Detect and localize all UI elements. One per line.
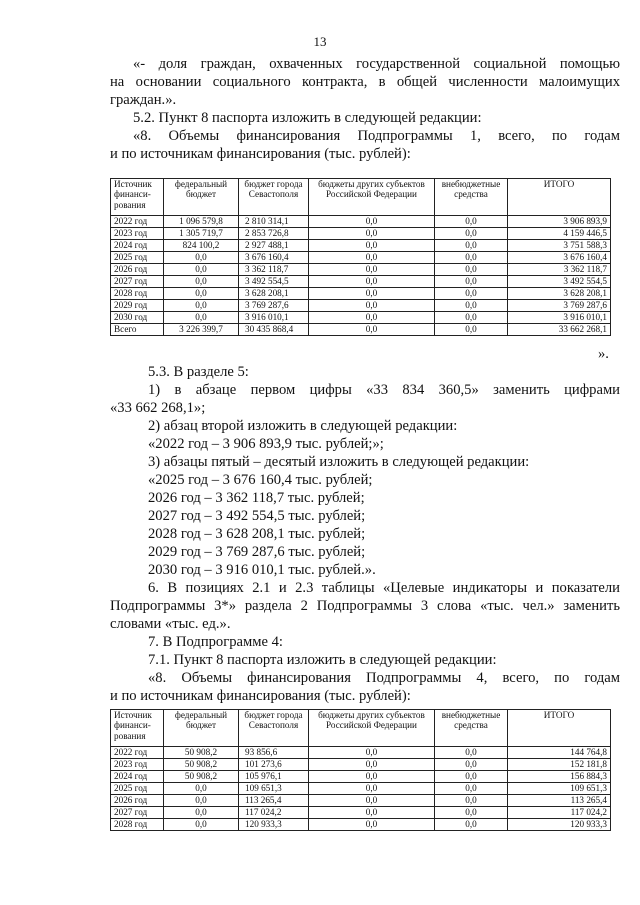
table-cell: 3 769 287,6 bbox=[508, 300, 611, 312]
table-cell: 4 159 446,5 bbox=[508, 228, 611, 240]
table-cell: 2025 год bbox=[111, 783, 164, 795]
table-row bbox=[111, 795, 611, 807]
table-row bbox=[111, 228, 611, 240]
table-cell: 120 933,3 bbox=[508, 819, 611, 831]
table-cell: 2026 год bbox=[111, 264, 164, 276]
table-cell: 144 764,8 bbox=[508, 747, 611, 759]
paragraph-line: граждан.». bbox=[110, 92, 177, 108]
table-cell: 120 933,3 bbox=[239, 819, 309, 831]
column-header: бюджеты других субъектов Российской Федерации bbox=[309, 710, 435, 747]
table-cell: 30 435 868,4 bbox=[239, 324, 309, 336]
table-cell: 3 492 554,5 bbox=[508, 276, 611, 288]
table-cell: 0,0 bbox=[309, 747, 435, 759]
table-cell: 152 181,8 bbox=[508, 759, 611, 771]
table-row bbox=[111, 771, 611, 783]
table-row bbox=[111, 759, 611, 771]
financing-table-subprogram-1 bbox=[110, 178, 611, 336]
table-cell: 50 908,2 bbox=[164, 771, 239, 783]
table-cell: 2023 год bbox=[111, 228, 164, 240]
table-cell: 0,0 bbox=[435, 819, 508, 831]
table-cell: 2 853 726,8 bbox=[239, 228, 309, 240]
table-row bbox=[111, 264, 611, 276]
table-row bbox=[111, 807, 611, 819]
table-cell: 0,0 bbox=[435, 312, 508, 324]
table-cell: 0,0 bbox=[435, 771, 508, 783]
table-cell: 3 226 399,7 bbox=[164, 324, 239, 336]
table-cell: 0,0 bbox=[309, 240, 435, 252]
column-header: Источник финанси-рования bbox=[111, 179, 164, 216]
table-cell: 0,0 bbox=[309, 216, 435, 228]
table-row bbox=[111, 747, 611, 759]
column-header: бюджет города Севастополя bbox=[239, 179, 309, 216]
table-cell: 2029 год bbox=[111, 300, 164, 312]
table-cell: 0,0 bbox=[309, 300, 435, 312]
table-cell: 33 662 268,1 bbox=[508, 324, 611, 336]
table-cell: 0,0 bbox=[435, 216, 508, 228]
table-cell: 0,0 bbox=[164, 276, 239, 288]
paragraph-line: «2025 год – 3 676 160,4 тыс. рублей; bbox=[148, 472, 373, 488]
table-cell: 3 362 118,7 bbox=[239, 264, 309, 276]
table-cell: 0,0 bbox=[309, 264, 435, 276]
table-row bbox=[111, 312, 611, 324]
table-cell: 109 651,3 bbox=[508, 783, 611, 795]
table-header-row bbox=[111, 710, 611, 747]
table-cell: 0,0 bbox=[309, 783, 435, 795]
table-cell: 3 916 010,1 bbox=[239, 312, 309, 324]
table-cell: 0,0 bbox=[309, 819, 435, 831]
table-cell: 2022 год bbox=[111, 747, 164, 759]
paragraph-line: «8. Объемы финансирования Подпрограммы 1, всего, по годам bbox=[133, 128, 620, 144]
table-cell: 2027 год bbox=[111, 276, 164, 288]
table-cell: 0,0 bbox=[435, 264, 508, 276]
table-cell: 113 265,4 bbox=[508, 795, 611, 807]
table-cell: 0,0 bbox=[164, 783, 239, 795]
table-cell: 824 100,2 bbox=[164, 240, 239, 252]
table-cell: 2027 год bbox=[111, 807, 164, 819]
paragraph-line: «- доля граждан, охваченных государственной социальной помощью bbox=[133, 56, 620, 72]
table-row bbox=[111, 276, 611, 288]
table-cell: 3 906 893,9 bbox=[508, 216, 611, 228]
table-row bbox=[111, 324, 611, 336]
table-cell: 3 676 160,4 bbox=[508, 252, 611, 264]
table-cell: 2 927 488,1 bbox=[239, 240, 309, 252]
table-cell: 2030 год bbox=[111, 312, 164, 324]
paragraph-line: 2) абзац второй изложить в следующей редакции: bbox=[148, 418, 458, 434]
paragraph-line: «33 662 268,1»; bbox=[110, 400, 206, 416]
table-cell: 1 096 579,8 bbox=[164, 216, 239, 228]
table-cell: 50 908,2 bbox=[164, 747, 239, 759]
page-number: 13 bbox=[313, 34, 327, 49]
table-cell: 0,0 bbox=[309, 288, 435, 300]
column-header: федеральный бюджет bbox=[164, 179, 239, 216]
table-cell: 0,0 bbox=[164, 252, 239, 264]
table-row bbox=[111, 300, 611, 312]
paragraph-line: 5.2. Пункт 8 паспорта изложить в следующей редакции: bbox=[133, 110, 482, 126]
table-cell: 0,0 bbox=[435, 300, 508, 312]
column-header: внебюджетные средства bbox=[435, 710, 508, 747]
table-cell: 117 024,2 bbox=[508, 807, 611, 819]
table-cell: 0,0 bbox=[164, 819, 239, 831]
paragraph-line: «8. Объемы финансирования Подпрограммы 4, всего, по годам bbox=[148, 670, 620, 686]
table-cell: 117 024,2 bbox=[239, 807, 309, 819]
table-cell: 3 362 118,7 bbox=[508, 264, 611, 276]
paragraph-line: на основании социального контракта, в общей численности малоимущих bbox=[110, 74, 620, 90]
table-cell: 0,0 bbox=[435, 759, 508, 771]
table-row bbox=[111, 240, 611, 252]
table-cell: 0,0 bbox=[164, 807, 239, 819]
table-header-row bbox=[111, 179, 611, 216]
table-cell: 113 265,4 bbox=[239, 795, 309, 807]
table-cell: 0,0 bbox=[309, 759, 435, 771]
column-header: федеральный бюджет bbox=[164, 710, 239, 747]
table-closing-mark: ». bbox=[598, 346, 609, 362]
table-cell: 0,0 bbox=[435, 228, 508, 240]
column-header: бюджет города Севастополя bbox=[239, 710, 309, 747]
table-cell: 3 916 010,1 bbox=[508, 312, 611, 324]
table-cell: 0,0 bbox=[435, 324, 508, 336]
table-cell: 0,0 bbox=[309, 807, 435, 819]
paragraph-line: Подпрограммы 3*» раздела 2 Подпрограммы 3 слова «тыс. чел.» заменить bbox=[110, 598, 620, 614]
table-cell: 0,0 bbox=[435, 252, 508, 264]
paragraph-line: 7. В Подпрограмме 4: bbox=[148, 634, 283, 650]
table-cell: 3 769 287,6 bbox=[239, 300, 309, 312]
table-row bbox=[111, 819, 611, 831]
table-row bbox=[111, 783, 611, 795]
paragraph-line: 1) в абзаце первом цифры «33 834 360,5» заменить цифрами bbox=[148, 382, 620, 398]
table-cell: 3 751 588,3 bbox=[508, 240, 611, 252]
table-cell: 0,0 bbox=[435, 795, 508, 807]
table-cell: 0,0 bbox=[435, 288, 508, 300]
paragraph-line: 2026 год – 3 362 118,7 тыс. рублей; bbox=[148, 490, 365, 506]
table-cell: 0,0 bbox=[309, 228, 435, 240]
paragraph-line: 5.3. В разделе 5: bbox=[148, 364, 249, 380]
column-header: внебюджетные средства bbox=[435, 179, 508, 216]
paragraph-line: и по источникам финансирования (тыс. рублей): bbox=[110, 146, 411, 162]
table-cell: 2025 год bbox=[111, 252, 164, 264]
table-cell: 0,0 bbox=[164, 795, 239, 807]
table-cell: 3 676 160,4 bbox=[239, 252, 309, 264]
table-cell: 0,0 bbox=[309, 324, 435, 336]
table-cell: 0,0 bbox=[164, 264, 239, 276]
table-cell: 0,0 bbox=[164, 312, 239, 324]
table-cell: 101 273,6 bbox=[239, 759, 309, 771]
table-cell: 0,0 bbox=[435, 276, 508, 288]
table-cell: 3 628 208,1 bbox=[508, 288, 611, 300]
table-cell: 0,0 bbox=[435, 240, 508, 252]
table-cell: 105 976,1 bbox=[239, 771, 309, 783]
table-cell: 2 810 314,1 bbox=[239, 216, 309, 228]
table-cell: 109 651,3 bbox=[239, 783, 309, 795]
paragraph-line: «2022 год – 3 906 893,9 тыс. рублей;»; bbox=[148, 436, 384, 452]
table-row bbox=[111, 288, 611, 300]
financing-table-subprogram-4 bbox=[110, 709, 611, 831]
table-cell: 1 305 719,7 bbox=[164, 228, 239, 240]
table-cell: 0,0 bbox=[309, 312, 435, 324]
table-cell: 2022 год bbox=[111, 216, 164, 228]
paragraph-line: 6. В позициях 2.1 и 2.3 таблицы «Целевые индикаторы и показатели bbox=[148, 580, 620, 596]
table-cell: 2028 год bbox=[111, 819, 164, 831]
table-cell: 0,0 bbox=[309, 795, 435, 807]
table-cell: 2023 год bbox=[111, 759, 164, 771]
column-header: ИТОГО bbox=[508, 179, 611, 216]
table-cell: 2026 год bbox=[111, 795, 164, 807]
paragraph-line: 2028 год – 3 628 208,1 тыс. рублей; bbox=[148, 526, 366, 542]
table-cell: 0,0 bbox=[309, 252, 435, 264]
table-cell: 0,0 bbox=[435, 747, 508, 759]
column-header: бюджеты других субъектов Российской Федерации bbox=[309, 179, 435, 216]
table-cell: 156 884,3 bbox=[508, 771, 611, 783]
column-header: Источник финанси-рования bbox=[111, 710, 164, 747]
table-cell: 3 492 554,5 bbox=[239, 276, 309, 288]
table-cell: 0,0 bbox=[309, 771, 435, 783]
table-cell: Всего bbox=[111, 324, 164, 336]
paragraph-line: 2030 год – 3 916 010,1 тыс. рублей.». bbox=[148, 562, 376, 578]
table-cell: 0,0 bbox=[309, 276, 435, 288]
table-cell: 50 908,2 bbox=[164, 759, 239, 771]
table-cell: 93 856,6 bbox=[239, 747, 309, 759]
paragraph-line: и по источникам финансирования (тыс. рублей): bbox=[110, 688, 411, 704]
paragraph-line: словами «тыс. ед.». bbox=[110, 616, 231, 632]
table-cell: 2028 год bbox=[111, 288, 164, 300]
table-cell: 2024 год bbox=[111, 240, 164, 252]
table-cell: 2024 год bbox=[111, 771, 164, 783]
column-header: ИТОГО bbox=[508, 710, 611, 747]
table-cell: 3 628 208,1 bbox=[239, 288, 309, 300]
table-cell: 0,0 bbox=[164, 300, 239, 312]
paragraph-line: 2029 год – 3 769 287,6 тыс. рублей; bbox=[148, 544, 366, 560]
table-row bbox=[111, 216, 611, 228]
table-row bbox=[111, 252, 611, 264]
paragraph-line: 3) абзацы пятый – десятый изложить в следующей редакции: bbox=[148, 454, 530, 470]
paragraph-line: 7.1. Пункт 8 паспорта изложить в следующей редакции: bbox=[148, 652, 497, 668]
table-cell: 0,0 bbox=[435, 807, 508, 819]
table-cell: 0,0 bbox=[435, 783, 508, 795]
table-cell: 0,0 bbox=[164, 288, 239, 300]
paragraph-line: 2027 год – 3 492 554,5 тыс. рублей; bbox=[148, 508, 366, 524]
